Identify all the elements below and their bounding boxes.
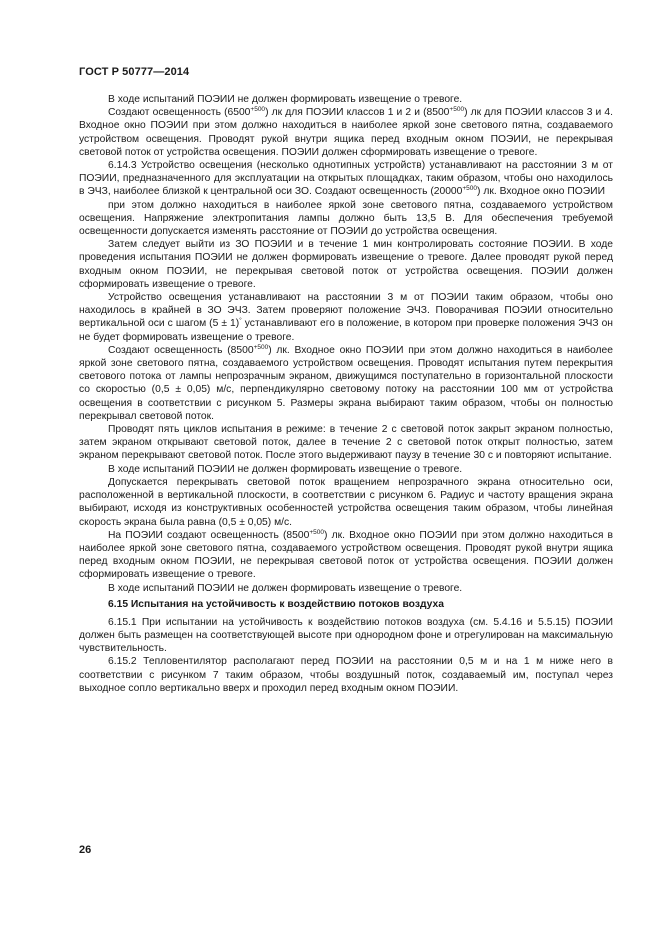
paragraph: В ходе испытаний ПОЭИИ не должен формировать извещение о тревоге. [108,582,463,594]
paragraph: Затем следует выйти из ЗО ПОЭИИ и в течение 1 мин контролировать состояние ПОЭИИ. В ходе проведения испытания ПОЭИИ не должен формировать извещение о тревоге. Далее проводят рукой перед входным окном ПОЭИИ, не перекрывая световой поток от устройства освещения. ПОЭИИ должен сформировать извещение о тревоге. [79,239,613,290]
superscript: +500 [253,343,269,351]
paragraph: В ходе испытаний ПОЭИИ не должен формировать извещение о тревоге. [108,94,463,105]
document-body [79,93,613,695]
paragraph: Создают освещенность $(6500^{+500})$ лк для ПОЭИИ классов 1 и 2 и $(8500^{+500})$ лк для ПОЭИИ классов 3 и 4. Входное окно ПОЭИИ при этом должно находиться в наиболее яркой зоне светового пятна, создаваемого устройством освещения. Проводят рукой внутри ящика перед входным окном ПОЭИИ, не перекрывая световой поток от устройства освещения. ПОЭИИ должен сформировать извещение о тревоге. [79,106,613,158]
paragraph: Проводят пять циклов испытания в режиме: в течение 2 с световой поток закрыт экраном полностью, затем экраном открывают световой поток, далее в течение 2 с световой поток открыт полностью, затем экраном перекрывают световой поток. После этого выдерживают паузу в течение 30 с и повторяют испытание. [79,424,613,462]
paragraph: Допускается перекрывать световой поток вращением непрозрачного экрана относительно оси, расположенной в вертикальной плоскости, в соответствии с рисунком 6. Радиус и частоту вращения экрана выбирают, исходя из конструктивных особенностей устройства освещения таким образом, чтобы линейная скорость экрана была равна (0,5 ± 0,05) м/с. [79,476,613,528]
superscript: ° [239,317,242,325]
superscript: +500 [462,185,478,193]
paragraph: 6.14.3 Устройство освещения (несколько однотипных устройств) устанавливают на расстоянии 3 м от ПОЭИИ, предназначенного для эксплуатации на открытых площадках, таким образом, чтобы оно находилось в ЭЧЗ, наиболее близкой к центральной оси ЗО. Создают освещенность $(20000^{+500})$ лк. Входное окно ПОЭИИ [79,160,613,198]
section-heading: 6.15 Испытания на устойчивость к воздействию потоков воздуха [108,598,444,610]
paragraph: На ПОЭИИ создают освещенность $(8500^{+500})$ лк. Входное окно ПОЭИИ при этом должно находиться в наиболее яркой зоне светового пятна, создаваемого устройством освещения. Проводят рукой внутри ящика перед входным окном ПОЭИИ, не перекрывая световой поток от устройства освещения. ПОЭИИ должен сформировать извещение о тревоге. [79,528,613,581]
document-standard-header: ГОСТ Р 50777—2014 [79,66,190,78]
superscript: +500 [449,106,465,114]
paragraph: В ходе испытаний ПОЭИИ не должен формировать извещение о тревоге. [108,463,463,475]
paragraph: Создают освещенность $(8500^{+500})$ лк. Входное окно ПОЭИИ при этом должно находиться в наиболее яркой зоне светового пятна, создаваемого устройством освещения. Проводят испытания путем перекрытия светового потока от лампы непрозрачным экраном, движущимся поступательно в горизонтальной плоскости со скоростью (0,5 ± 0,05) м/с, перпендикулярно световому потоку на расстоянии 100 мм от устройства освещения в соответствии с рисунком 5. Размеры экрана выбирают таким образом, чтобы он полностью перекрывал световой поток. [79,343,613,422]
page-number: 26 [79,844,92,856]
paragraph: Устройство освещения устанавливают на расстоянии 3 м от ПОЭИИ таким образом, чтобы оно находилось в крайней в ЗО ЭЧЗ. Затем проверяют положение ЭЧЗ. Поворачивая ПОЭИИ относительно вертикальной оси с шагом (5 ± 1)° устанавливают его в положение, в котором при проверке положения ЭЧЗ он не будет формировать извещение о тревоге. [79,292,613,343]
paragraph: 6.15.1 При испытании на устойчивость к воздействию потоков воздуха (см. 5.4.16 и 5.5.15) ПОЭИИ должен быть размещен на соответствующей высоте при однородном фоне и отрегулирован на максимальную чувствительность. [79,616,613,655]
paragraph: 6.15.2 Тепловентилятор располагают перед ПОЭИИ на расстоянии 0,5 м и на 1 м ниже него в соответствии с рисунком 7 таким образом, чтобы воздушный поток, создаваемый им, поступал через выходное сопло вертикально вверх и проходил перед входным окном ПОЭИИ. [79,656,613,694]
superscript: +500 [309,528,324,536]
superscript: +500 [250,106,266,114]
paragraph: при этом должно находиться в наиболее яркой зоне светового пятна, создаваемого устройством освещения. Напряжение электропитания лампы должно быть 13,5 В. Для обеспечения требуемой освещенности допускается изменять расстояние от ПОЭИИ до устройства освещения. [79,199,613,238]
